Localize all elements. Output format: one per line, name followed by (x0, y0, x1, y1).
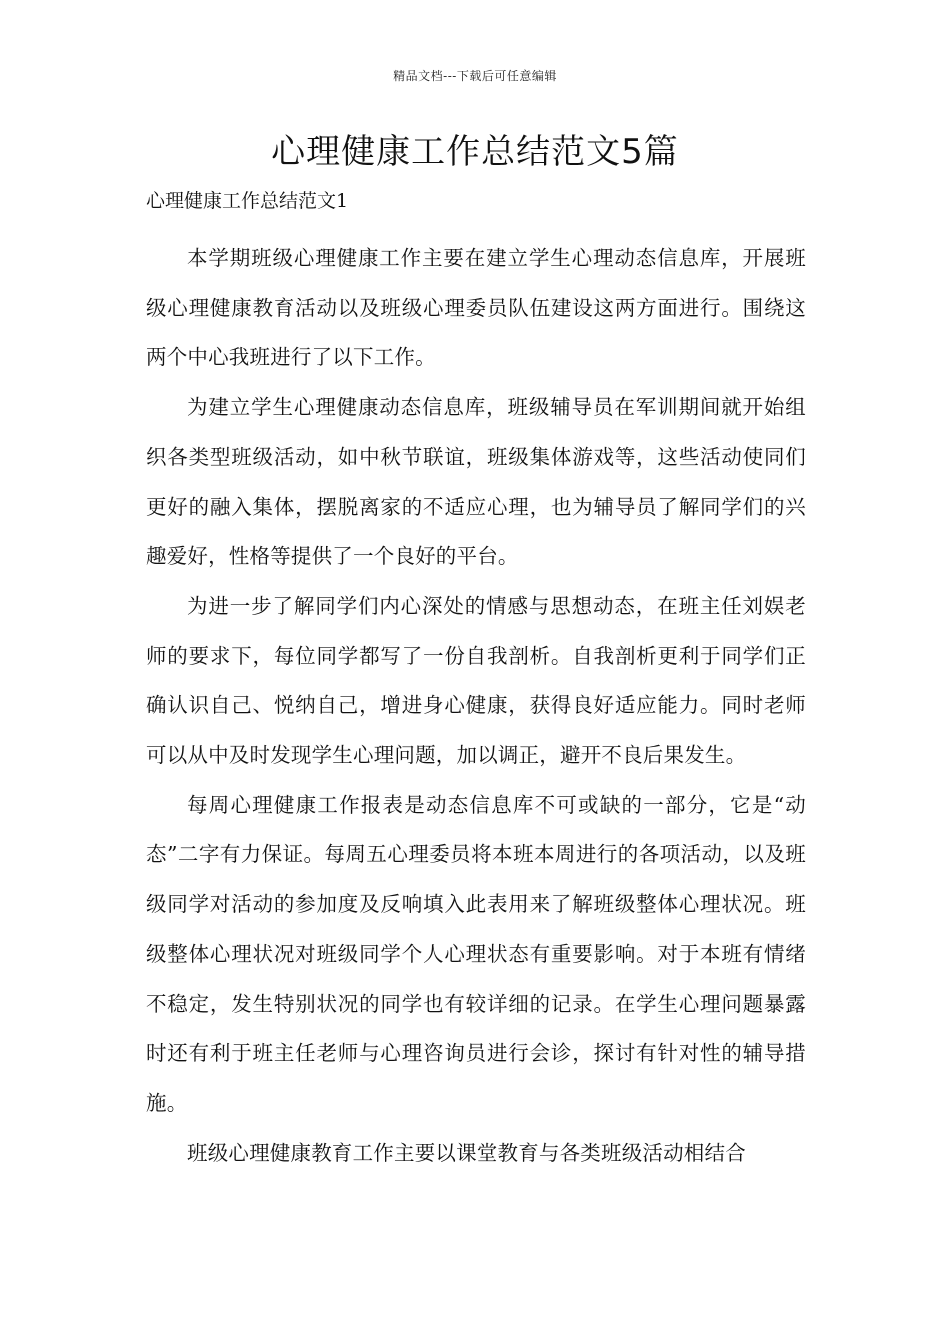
paragraph-3: 为进一步了解同学们内心深处的情感与思想动态，在班主任刘娱老师的要求下，每位同学都写了一份自我剖析。自我剖析更利于同学们正确认识自己、悦纳自己，增进身心健康，获得良好适应能力。同时老师可以从中及时发现学生心理问题，加以调正，避开不良后果发生。 (146, 593, 806, 768)
paragraph-5: 班级心理健康教育工作主要以课堂教育与各类班级活动相结合 (187, 1140, 746, 1165)
section-heading: 心理健康工作总结范文1 (146, 190, 349, 212)
paragraph-1: 本学期班级心理健康工作主要在建立学生心理动态信息库，开展班级心理健康教育活动以及班级心理委员队伍建设这两方面进行。围绕这两个中心我班进行了以下工作。 (146, 246, 806, 370)
paragraph-2: 为建立学生心理健康动态信息库，班级辅导员在军训期间就开始组织各类型班级活动，如中秋节联谊，班级集体游戏等，这些活动使同们更好的融入集体，摆脱离家的不适应心理，也为辅导员了解同学们的兴趣爱好，性格等提供了一个良好的平台。 (146, 395, 806, 569)
paragraph-4: 每周心理健康工作报表是动态信息库不可或缺的一部分，它是“动态”二字有力保证。每周五心理委员将本班本周进行的各项活动，以及班级同学对活动的参加度及反响填入此表用来了解班级整体心理状况。班级整体心理状况对班级同学个人心理状态有重要影响。对于本班有情绪不稳定，发生特别状况的同学也有较详细的记录。在学生心理问题暴露时还有利于班主任老师与心理咨询员进行会诊，探讨有针对性的辅导措施。 (146, 792, 806, 1115)
document-title: 心理健康工作总结范文5篇 (271, 132, 679, 172)
body-text (146, 234, 806, 1178)
header-note: 精品文档---下载后可任意编辑 (393, 69, 557, 83)
